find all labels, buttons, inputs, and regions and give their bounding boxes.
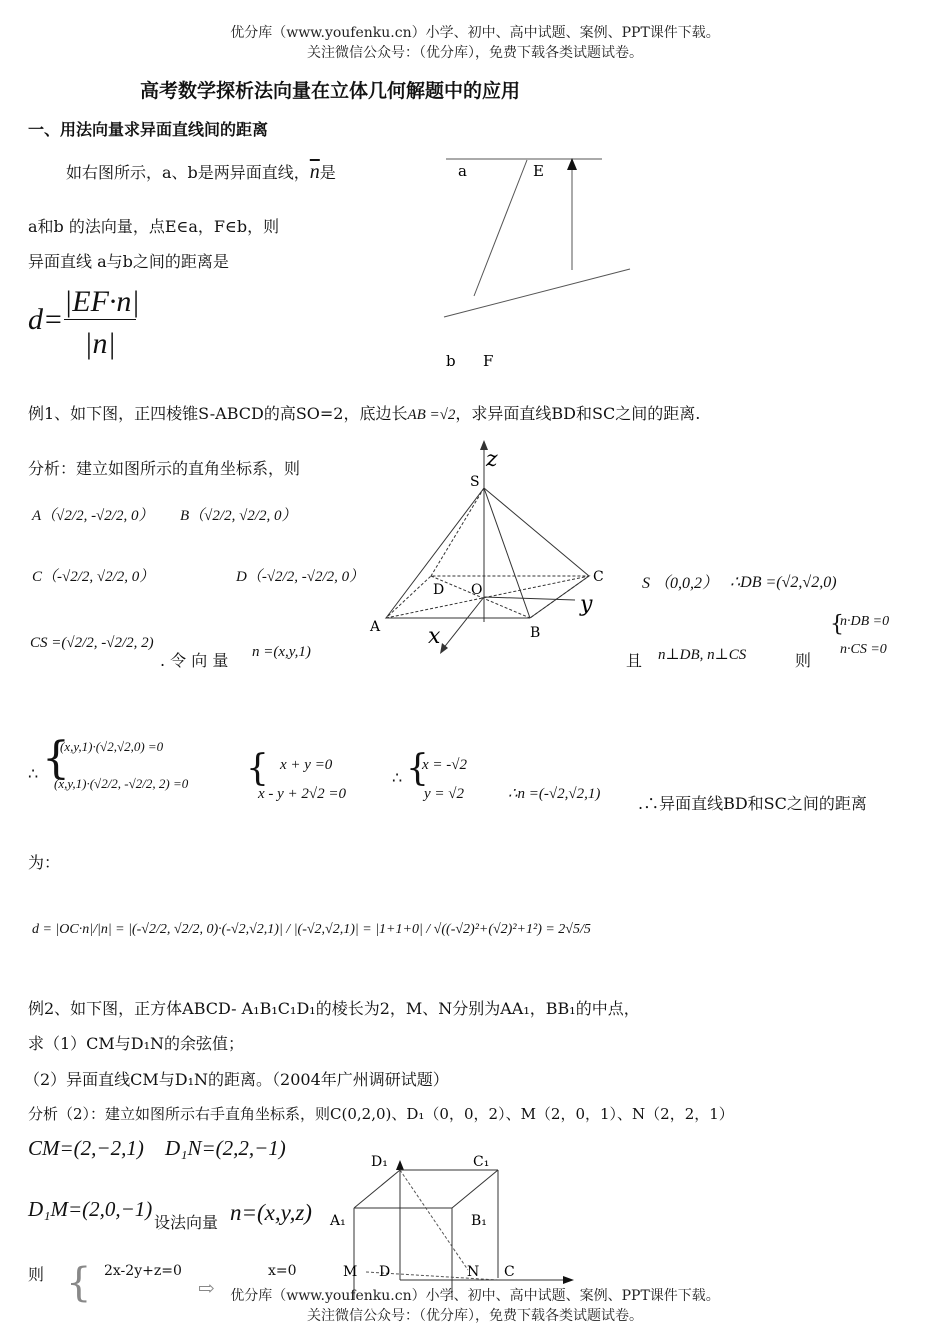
vector-D1N: D₁N=(2,2,−1) bbox=[165, 1136, 286, 1160]
section1-para1: 如右图所示，a、b是两异面直线，$\overline{n}$是 bbox=[66, 161, 336, 183]
system4-eq2: y = √2 bbox=[424, 786, 465, 802]
label-M: M bbox=[343, 1264, 358, 1280]
system3-eq2: x - y + 2√2 =0 bbox=[258, 786, 347, 802]
header-source-line: 优分库（www.youfenku.cn）小学、初中、高中试题、案例、PPT课件下载。 bbox=[230, 25, 720, 41]
system4-eq1: x = -√2 bbox=[422, 757, 468, 773]
label-A: A bbox=[370, 619, 381, 635]
edge-D1A1 bbox=[354, 1170, 400, 1208]
section-heading: 一、用法向量求异面直线间的距离 bbox=[28, 120, 269, 139]
perpendicular-conditions: n⊥DB, n⊥CS bbox=[658, 647, 747, 663]
section1-para3: 异面直线 a与b之间的距离是 bbox=[28, 252, 229, 271]
footer-wechat-line: 关注微信公众号：（优分库），免费下载各类试题试卷。 bbox=[307, 1308, 643, 1324]
normal-vector-def: n=(x,y,z) bbox=[230, 1200, 312, 1225]
section1-para2: a和b 的法向量，点E∈a，F∈b，则 bbox=[28, 217, 280, 236]
coord-B: B（√2/2, √2/2, 0） bbox=[180, 508, 297, 524]
edge-C1B1 bbox=[452, 1170, 498, 1208]
let-n-text: . 令 向 量 bbox=[160, 651, 229, 670]
vector-D1M: D₁M=(2,0,−1) bbox=[28, 1197, 153, 1221]
normal-vector-n: $\overline{n}$ bbox=[309, 161, 320, 183]
example2-question2: （2）异面直线CM与D₁N的距离。（2004年广州调研试题） bbox=[24, 1070, 449, 1089]
label-y: y bbox=[580, 592, 593, 617]
system2-eq1: (x,y,1)·(√2,√2,0) =0 bbox=[60, 739, 164, 754]
result-1: x=0 bbox=[268, 1263, 297, 1279]
coord-D: D（-√2/2, -√2/2, 0） bbox=[236, 569, 365, 585]
system3-eq1: x + y =0 bbox=[280, 757, 333, 773]
label-D1: D₁ bbox=[371, 1154, 388, 1170]
example2-question1: 求（1）CM与D₁N的余弦值； bbox=[28, 1034, 245, 1053]
y-arrow-icon bbox=[563, 1276, 574, 1284]
label-z: z bbox=[486, 447, 498, 472]
n-result: ∴n =(-√2,√2,1) bbox=[508, 786, 601, 802]
distance-computation: d = |OC·n|/|n| = |(-√2/2, √2/2, 0)·(-√2,√2,1)| / |(-√2,√2,1)| = |1+1+0| / √((-√2)²+(√2)²+1²) = 2√5/5 bbox=[32, 922, 591, 937]
example2-analysis: 分析（2）：建立如图所示右手直角坐标系，则C(0,2,0)、D₁（0，0，2）、M（2，0，1）、N（2，2，1） bbox=[28, 1105, 734, 1123]
label-D: D bbox=[433, 582, 445, 598]
label-a: a bbox=[458, 162, 467, 180]
set-normal-text: 设法向量 bbox=[154, 1213, 219, 1232]
n-definition: n =(x,y,1) bbox=[252, 644, 311, 660]
label-N: N bbox=[467, 1264, 480, 1280]
then-text: 则 bbox=[795, 651, 812, 670]
equation-1: 2x-2y+z=0 bbox=[104, 1263, 182, 1279]
label-C: C bbox=[593, 569, 604, 585]
label-F: F bbox=[483, 352, 494, 370]
brace-icon: { bbox=[406, 748, 429, 789]
label-C: C bbox=[504, 1264, 515, 1280]
therefore-icon: ∴ bbox=[28, 764, 39, 783]
header-wechat-line: 关注微信公众号：（优分库），免费下载各类试题试卷。 bbox=[307, 45, 643, 61]
system1-eq1: n·DB =0 bbox=[840, 614, 890, 629]
vector-CS: CS =(√2/2, -√2/2, 2) bbox=[30, 635, 154, 651]
segment-D1N bbox=[400, 1170, 468, 1270]
therefore-icon: ∴ bbox=[392, 768, 403, 787]
label-B1: B₁ bbox=[471, 1213, 487, 1229]
example1-analysis: 分析：建立如图所示的直角坐标系，则 bbox=[28, 459, 301, 478]
label-C1: C₁ bbox=[473, 1154, 490, 1170]
coord-C: C（-√2/2, √2/2, 0） bbox=[32, 569, 155, 585]
brace-icon: { bbox=[66, 1260, 92, 1306]
vector-DB: ∴DB =(√2,√2,0) bbox=[730, 574, 837, 591]
footer-source-line: 优分库（www.youfenku.cn）小学、初中、高中试题、案例、PPT课件下载。 bbox=[230, 1288, 720, 1304]
brace-icon: { bbox=[830, 612, 844, 637]
label-B: B bbox=[530, 625, 541, 641]
page-title: 高考数学探析法向量在立体几何解题中的应用 bbox=[140, 80, 521, 102]
implies-arrow-icon: ⇨ bbox=[198, 1276, 215, 1300]
label-b: b bbox=[446, 352, 456, 370]
label-A1: A₁ bbox=[330, 1213, 346, 1229]
system1-eq2: n·CS =0 bbox=[840, 642, 887, 657]
example1-conclusion: .∴异面直线BD和SC之间的距离 bbox=[638, 794, 867, 813]
and-text: 且 bbox=[626, 651, 643, 670]
example1-wei: 为： bbox=[28, 853, 61, 872]
coord-S: S （0,0,2） bbox=[642, 575, 719, 592]
label-S: S bbox=[470, 474, 480, 490]
brace-icon: { bbox=[42, 733, 70, 784]
label-O: O bbox=[471, 582, 483, 598]
label-D: D bbox=[379, 1264, 391, 1280]
system2-eq2: (x,y,1)·(√2/2, -√2/2, 2) =0 bbox=[54, 776, 189, 791]
z-arrow-icon bbox=[396, 1160, 404, 1170]
coord-A: A（√2/2, -√2/2, 0） bbox=[32, 508, 154, 524]
label-E: E bbox=[533, 162, 544, 180]
example1-statement: 例1、如下图，正四棱锥S-ABCD的高SO=2，底边长AB =√2，求异面直线BD和SC之间的距离. bbox=[28, 404, 701, 423]
brace-icon: { bbox=[246, 748, 269, 789]
vector-CM: CM=(2,−2,1) bbox=[28, 1136, 144, 1160]
example2-statement: 例2、如下图，正方体ABCD- A₁B₁C₁D₁的棱长为2，M、N分别为AA₁，BB₁的中点， bbox=[28, 999, 640, 1018]
then-text: 则 bbox=[28, 1265, 45, 1284]
label-x: x bbox=[428, 624, 441, 649]
